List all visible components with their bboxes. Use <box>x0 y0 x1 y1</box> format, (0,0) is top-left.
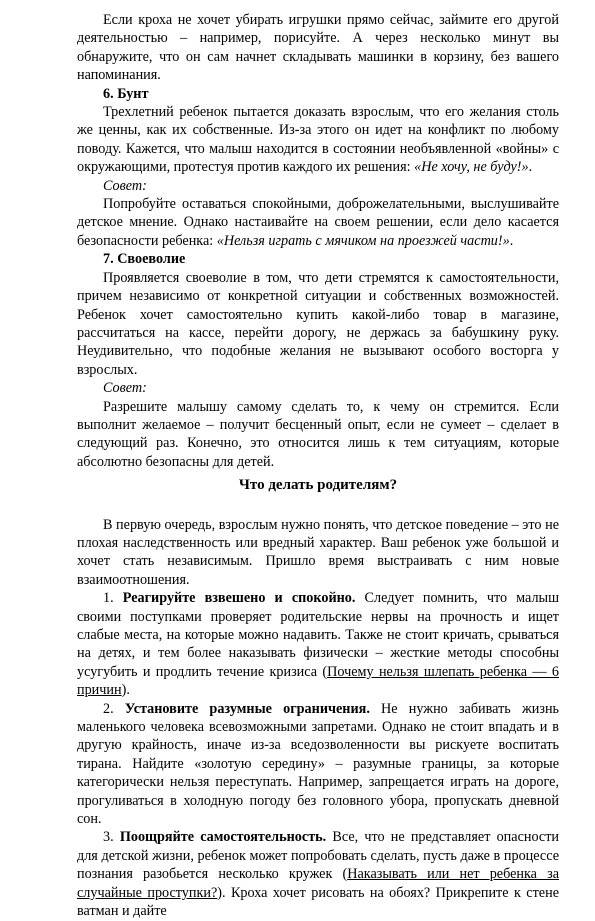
list-item-react-calmly <box>77 589 559 699</box>
list-item-text: Все, что не представляет опасности для детской жизни, ребенок может попробовать сделать, пусть даже в процессе познания разобьется несколько кружек ( <box>77 829 559 883</box>
section-heading-revolt: 6. Бунт <box>103 85 149 102</box>
list-number: 3. <box>103 829 120 846</box>
list-item-text: Следует помнить, что малыш своими поступками проверяет родительские нервы на прочность и ищет слабые места, на которые можно надавить. Также не стоит кричать, срываться на детях, и тем более наказывать физически – жесткие методы способны усугубить и продлить течение кризиса ( <box>77 590 560 680</box>
paragraph-toys: Если кроха не хочет убирать игрушки прямо сейчас, займите его другой деятельностью – например, порисуйте. А через несколько минут вы обнаружите, что он сам начнет складывать машинки в корзину, без вашего напоминания. <box>77 12 559 84</box>
list-item-encourage-independence <box>77 828 559 920</box>
list-item-set-limits <box>77 700 559 829</box>
list-item-end: ). Кроха хочет рисовать на обоях? Прикрепите к стене ватман и дайте <box>77 884 559 920</box>
paragraph-text: Трехлетний ребенок пытается доказать взрослым, что его желания столь же ценны, как их собственные. Из-за этого он идет на конфликт по любому поводу. Кажется, что малыш находится в состоянии необъявленной «войны» с окружающими, протестуя против каждого их решения: <box>77 104 559 176</box>
paragraph-text: Попробуйте оставаться спокойными, доброжелательными, выслушивайте детское мнение. Однако настаивайте на своем решении, если дело касается безопасности ребенка: <box>77 196 559 249</box>
list-number: 2. <box>103 700 125 717</box>
paragraph-willfulness-advice: Разрешите малышу самому сделать то, к чему он стремится. Если выполнит желаемое – получит бесценный опыт, если не сумеет – сделает в следующий раз. Конечно, это относится лишь к тем ситуациям, которые абсолютно безопасны для детей. <box>77 398 559 470</box>
list-item-heading: Установите разумные ограничения. <box>124 700 370 717</box>
paragraph-revolt <box>77 103 559 177</box>
advice-label: Совет: <box>103 380 147 397</box>
paragraph-revolt-advice <box>77 195 559 250</box>
paragraph-parents-intro: В первую очередь, взрослым нужно понять, что детское поведение – это не плохая наследственность или вредный характер. Ваш ребенок уже большой и хочет стать независимым. Пришло время выстраивать с ним новые взаимоотношения. <box>77 516 559 588</box>
link-why-not-spank[interactable]: Почему нельзя шлепать ребенка — 6 причин <box>77 663 559 699</box>
document-page <box>77 11 559 921</box>
advice-label: Совет: <box>103 177 147 194</box>
paragraph-willfulness: Проявляется своеволие в том, что дети стремятся к самостоятельности, причем независимо от конкретной ситуации и собственных возможностей. Ребенок хочет самостоятельно купить какой-либо товар в магазине, рассчитаться на кассе, перейти дорогу, не держась за бабушкину руку. Неудивительно, что подобные желания не вызывают особого восторга у взрослых. <box>77 269 559 378</box>
quote-text: «Нельзя играть с мячиком на проезжей части!» <box>216 232 510 249</box>
section-heading-willfulness: 7. Своеволие <box>103 251 186 268</box>
paragraph-end: . <box>509 232 514 249</box>
list-item-end: ). <box>121 682 130 699</box>
link-punish-or-not[interactable]: Наказывать или нет ребенка за случайные проступки? <box>77 866 559 901</box>
list-item-heading: Поощряйте самостоятельность. <box>119 829 327 846</box>
quote-text: «Не хочу, не буду!» <box>414 159 529 176</box>
list-number: 1. <box>103 590 123 607</box>
list-item-heading: Реагируйте взвешено и спокойно. <box>122 590 356 607</box>
paragraph-end: . <box>528 159 533 176</box>
section-title-parents: Что делать родителям? <box>238 477 398 494</box>
list-item-text: Не нужно забивать жизнь маленького человека всевозможными запретами. Однако не стоит впадать и в другую крайность, иначе из-за вседозволенности вы рискуете воспитать тирана. Найдите «золотую середину» – разумные границы, за которые категорически нельзя переступать. Например, запрещается играть на дороге, прогуливаться в холодную погоду без головного убора, пропускать дневной сон. <box>77 700 560 828</box>
